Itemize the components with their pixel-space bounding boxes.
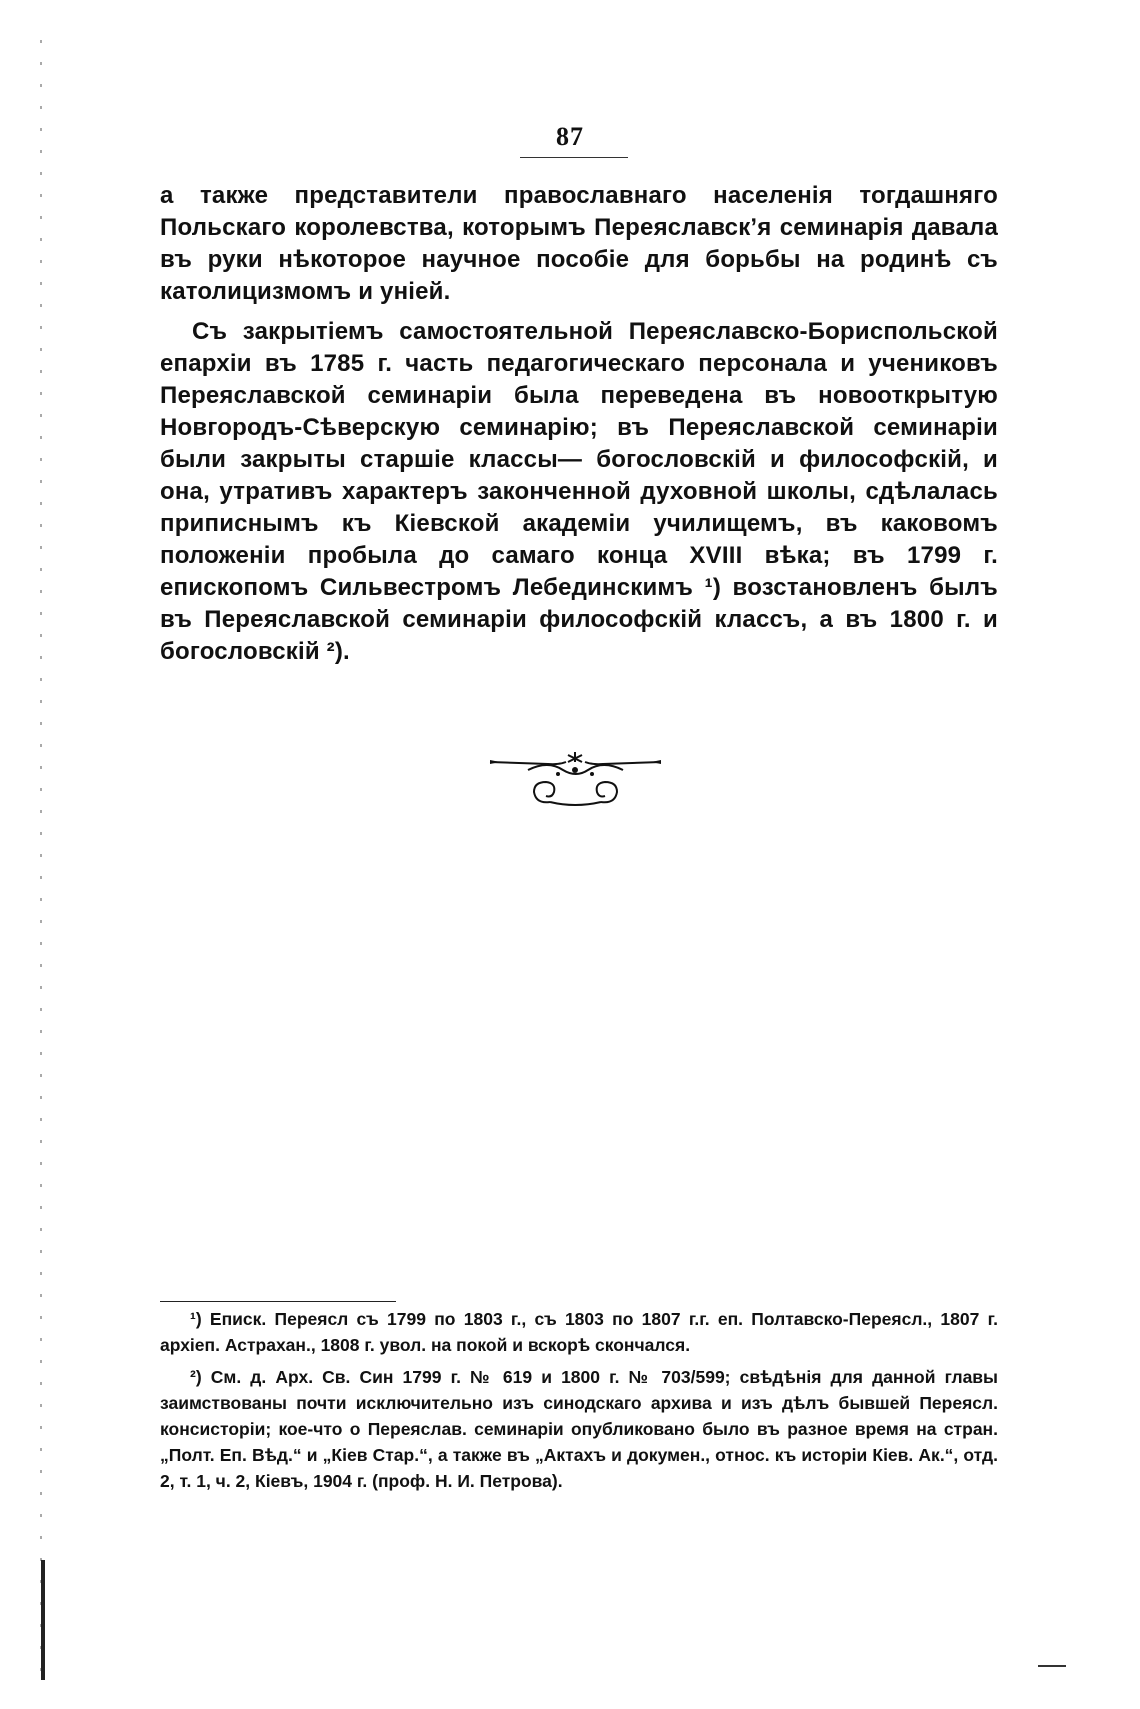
- footnote-1: ¹) Еписк. Переясл съ 1799 по 1803 г., съ 1803 по 1807 г.г. еп. Полтавско-Переясл., 1807 г. архіеп. Астрахан., 1808 г. увол. на покой и вскорѣ скончался.: [160, 1309, 998, 1355]
- page-number: 87: [556, 122, 584, 151]
- footnote-separator: [160, 1301, 396, 1302]
- paragraph-continuation: а также представители православнаго населенія тогдашняго Польскаго королевства, которымъ Переяславскʼя семинарія давала въ руки нѣкоторое научное пособіе для борьбы на родинѣ съ католицизмомъ и уніей.: [160, 182, 998, 305]
- scan-binding-mark: [41, 1560, 45, 1680]
- footnote-2: ²) См. д. Арх. Св. Син 1799 г. № 619 и 1800 г. № 703/599; свѣдѣнія для данной главы заимствованы почти исключительно изъ синодскаго архива и изъ дѣлъ бывшей Переясл. консисторіи; кое-что о Переяслав. семинаріи опубликовано было въ разное время на стран. „Полт. Еп. Вѣд.“ и „Кіев Стар.“, а также въ „Актахъ и докумен., относ. къ исторіи Кіев. Ак.“, отд. 2, т. 1, ч. 2, Кіевъ, 1904 г. (проф. Н. И. Петрова).: [160, 1367, 998, 1491]
- scan-binding-edge: [40, 40, 42, 1680]
- footnotes: [160, 1306, 998, 1500]
- page-number-underline: [520, 157, 628, 158]
- ornament-icon: [488, 750, 663, 820]
- paragraph: Съ закрытіемъ самостоятельной Переяславско-Бориспольской епархіи въ 1785 г. часть педагогическаго персонала и учениковъ Переяславской семинаріи была переведена въ новооткрытую Новгородъ-Сѣверскую семинарію; въ Переяславской семинаріи были закрыты старшіе классы— богословскій и философскій, и она, утративъ характеръ законченной духовной школы, сдѣлалась приписнымъ къ Кіевской академіи училищемъ, въ каковомъ положеніи пробыла до самаго конца XVIII вѣка; въ 1799 г. епископомъ Сильвестромъ Лебединскимъ ¹) возстановленъ былъ въ Переяславской семинаріи философскій классъ, а въ 1800 г. и богословскій ²).: [160, 318, 998, 665]
- scan-corner-mark: [1038, 1665, 1066, 1667]
- main-text: [160, 180, 998, 676]
